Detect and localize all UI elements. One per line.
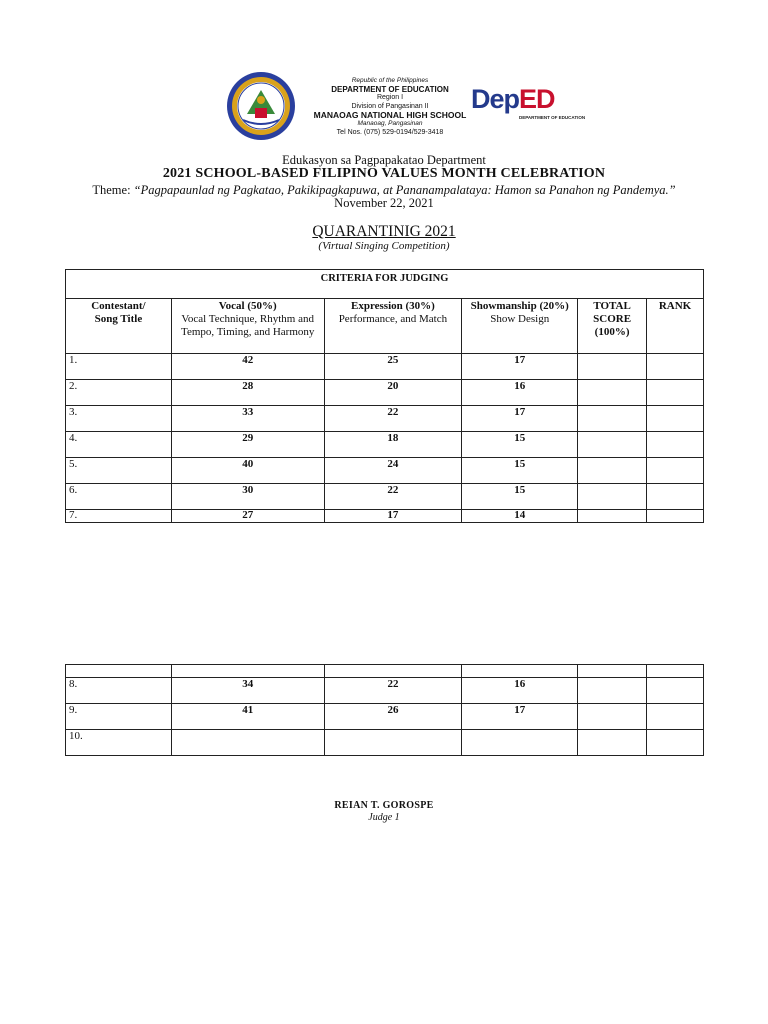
contestant-cell: 1.	[66, 354, 172, 380]
rank-cell	[647, 704, 704, 730]
showmanship-score-cell: 15	[462, 432, 578, 458]
letterhead-text	[305, 77, 475, 137]
contestant-header: Contestant/ Song Title	[66, 299, 172, 354]
judge-name: REIAN T. GOROSPE	[334, 800, 434, 811]
total-score-cell	[578, 406, 647, 432]
vocal-score-cell: 41	[171, 704, 324, 730]
table-row	[66, 484, 704, 510]
table-row	[66, 432, 704, 458]
column-header-row	[66, 299, 704, 354]
department-name: Edukasyon sa Pagpapakatao Department	[282, 153, 486, 167]
school-name: MANAOAG NATIONAL HIGH SCHOOL	[313, 110, 467, 121]
judging-table	[65, 269, 704, 523]
republic-line: Republic of the Philippines	[351, 77, 429, 84]
total-score-cell	[578, 380, 647, 406]
rank-header: RANK	[647, 299, 704, 354]
table-row	[66, 380, 704, 406]
total-score-cell	[578, 354, 647, 380]
showmanship-header: Showmanship (20%) Show Design	[462, 299, 578, 354]
event-title: QUARANTINIG 2021	[312, 223, 456, 240]
total-score-cell	[578, 484, 647, 510]
showmanship-score-cell: 14	[462, 510, 578, 523]
deped-logo	[471, 84, 586, 124]
contestant-cell: 4.	[66, 432, 172, 458]
vocal-score-cell: 28	[171, 380, 324, 406]
table-row	[66, 406, 704, 432]
contestant-cell: 7.	[66, 510, 172, 523]
expression-score-cell: 20	[324, 380, 462, 406]
total-score-header: TOTAL SCORE (100%)	[578, 299, 647, 354]
showmanship-score-cell: 17	[462, 406, 578, 432]
expression-score-cell: 17	[324, 510, 462, 523]
rank-cell	[647, 678, 704, 704]
showmanship-score-cell	[462, 730, 578, 756]
rank-cell	[647, 432, 704, 458]
table-row	[66, 704, 704, 730]
vocal-score-cell: 33	[171, 406, 324, 432]
table-row	[66, 510, 704, 523]
rank-cell	[647, 730, 704, 756]
school-seal-icon	[225, 70, 297, 142]
theme-text: “Pagpapaunlad ng Pagkatao, Pakikipagkapuwa, at Pananampalataya: Hamon sa Panahon ng Pandemya.”	[133, 183, 676, 197]
criteria-heading: CRITERIA FOR JUDGING	[66, 270, 704, 299]
contestant-cell: 9.	[66, 704, 172, 730]
showmanship-score-cell: 16	[462, 678, 578, 704]
expression-score-cell: 22	[324, 678, 462, 704]
expression-score-cell	[324, 730, 462, 756]
rank-cell	[647, 406, 704, 432]
total-score-cell	[578, 510, 647, 523]
region-line: Region I	[376, 94, 404, 102]
total-score-cell	[578, 704, 647, 730]
total-score-cell	[578, 730, 647, 756]
department-line: DEPARTMENT OF EDUCATION	[331, 84, 449, 94]
contestant-cell: 3.	[66, 406, 172, 432]
vocal-header: Vocal (50%) Vocal Technique, Rhythm and Tempo, Timing, and Harmony	[171, 299, 324, 354]
deped-subtitle: DEPARTMENT OF EDUCATION	[519, 115, 586, 120]
expression-score-cell: 22	[324, 406, 462, 432]
judge-role: Judge 1	[368, 812, 400, 823]
expression-score-cell: 18	[324, 432, 462, 458]
expression-score-cell: 22	[324, 484, 462, 510]
division-line: Division of Pangasinan II	[351, 102, 429, 110]
vocal-score-cell: 30	[171, 484, 324, 510]
expression-score-cell: 24	[324, 458, 462, 484]
total-score-cell	[578, 432, 647, 458]
contestant-cell: 2.	[66, 380, 172, 406]
rank-cell	[647, 380, 704, 406]
vocal-score-cell: 40	[171, 458, 324, 484]
total-score-cell	[578, 678, 647, 704]
telephone-line: Tel Nos. (075) 529-0194/529-3418	[336, 128, 444, 136]
event-subtitle: (Virtual Singing Competition)	[318, 240, 450, 252]
contestant-cell: 5.	[66, 458, 172, 484]
table-row	[66, 458, 704, 484]
showmanship-score-cell: 15	[462, 484, 578, 510]
celebration-title: 2021 SCHOOL-BASED FILIPINO VALUES MONTH CELEBRATION	[162, 166, 606, 181]
table-row-spacer	[66, 665, 704, 678]
rank-cell	[647, 458, 704, 484]
expression-score-cell: 25	[324, 354, 462, 380]
town-line: Manaoag, Pangasinan	[357, 119, 423, 127]
letterhead	[225, 70, 586, 142]
vocal-score-cell: 42	[171, 354, 324, 380]
contestant-cell: 6.	[66, 484, 172, 510]
judging-table-continued	[65, 664, 704, 756]
deped-wordmark: DepED	[471, 84, 555, 114]
expression-score-cell: 26	[324, 704, 462, 730]
vocal-score-cell	[171, 730, 324, 756]
vocal-score-cell: 29	[171, 432, 324, 458]
total-score-cell	[578, 458, 647, 484]
event-date: November 22, 2021	[334, 196, 434, 210]
expression-header: Expression (30%) Performance, and Match	[324, 299, 462, 354]
showmanship-score-cell: 15	[462, 458, 578, 484]
vocal-score-cell: 27	[171, 510, 324, 523]
showmanship-score-cell: 17	[462, 704, 578, 730]
rank-cell	[647, 354, 704, 380]
table-row	[66, 354, 704, 380]
contestant-cell: 10.	[66, 730, 172, 756]
table-row	[66, 730, 704, 756]
rank-cell	[647, 484, 704, 510]
contestant-cell: 8.	[66, 678, 172, 704]
rank-cell	[647, 510, 704, 523]
vocal-score-cell: 34	[171, 678, 324, 704]
table-row	[66, 678, 704, 704]
showmanship-score-cell: 16	[462, 380, 578, 406]
theme-label: Theme:	[92, 183, 134, 197]
showmanship-score-cell: 17	[462, 354, 578, 380]
